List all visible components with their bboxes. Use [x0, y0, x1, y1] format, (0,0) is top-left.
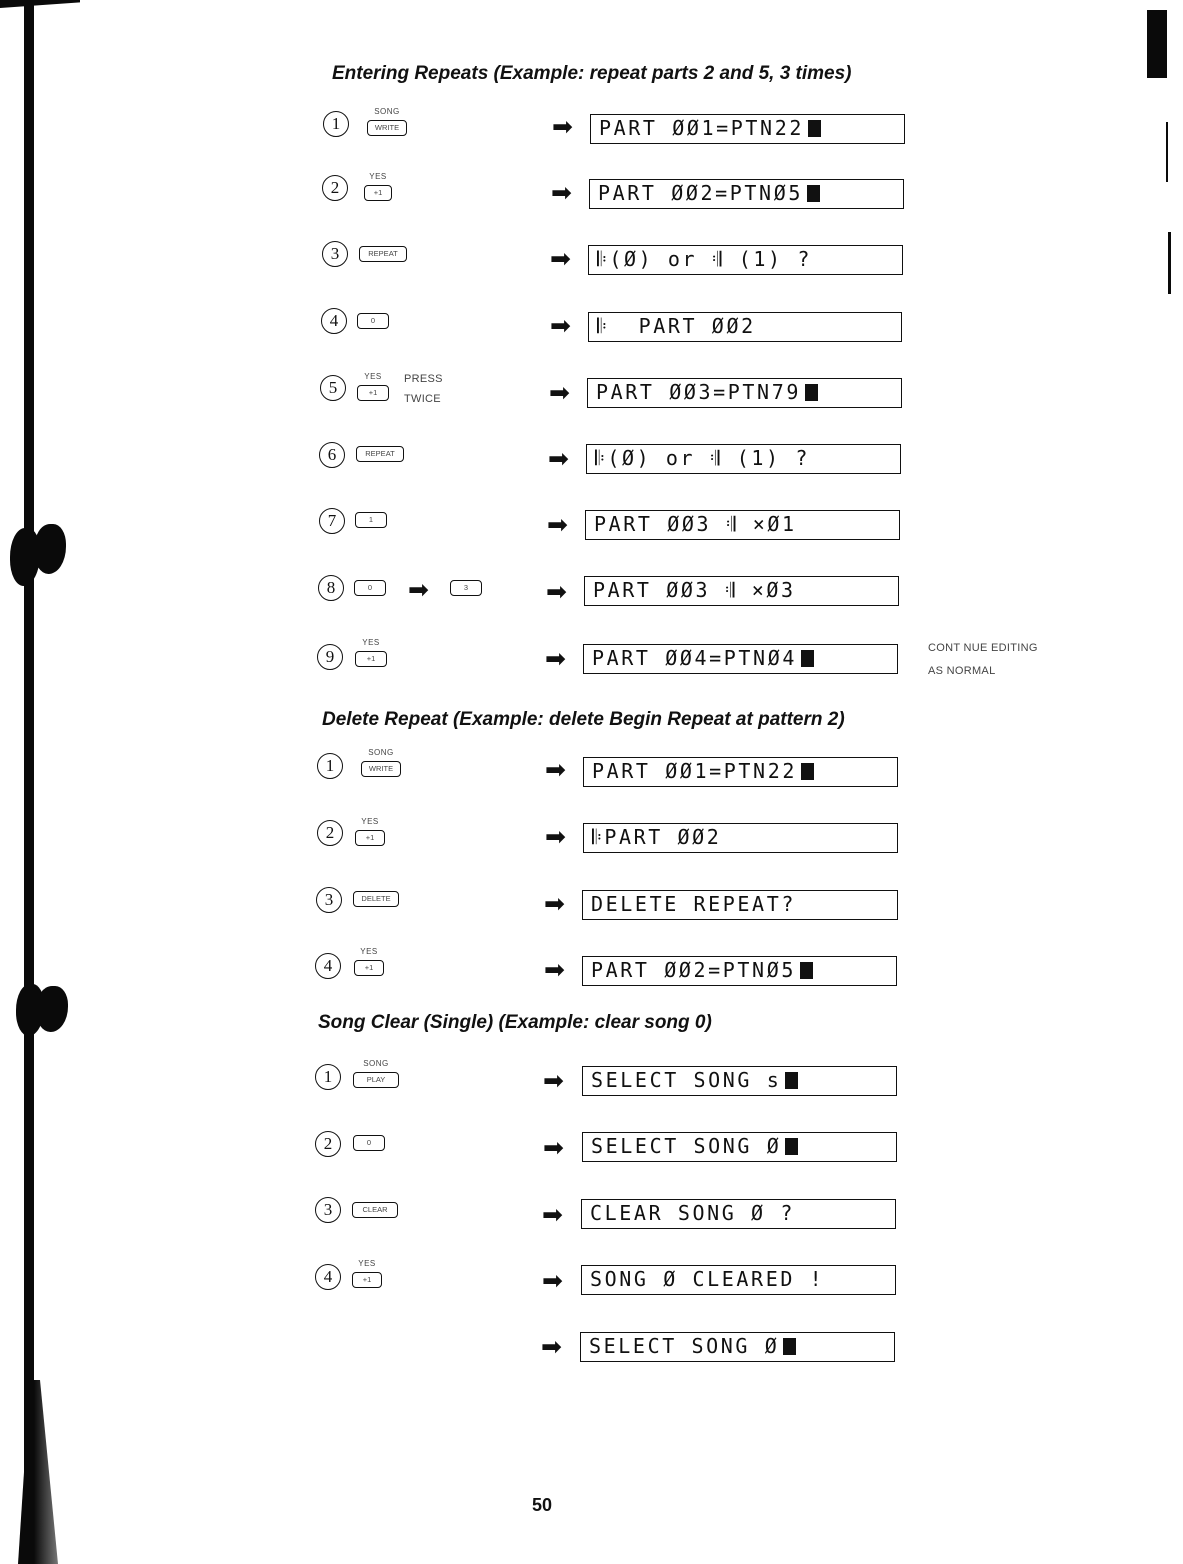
key-cap-label: +1 [352, 1272, 382, 1288]
twice-note: TWICE [404, 393, 441, 405]
step-number: 3 [315, 1197, 341, 1223]
right-arrow-icon: ➡ [408, 575, 429, 604]
lcd-display [587, 378, 902, 408]
key-cap-label: DELETE [353, 891, 399, 907]
cursor-block-icon [783, 1338, 796, 1355]
step-number: 9 [317, 644, 343, 670]
key-top-label: YES [360, 947, 378, 956]
step-number: 1 [315, 1064, 341, 1090]
song-write-key [367, 107, 407, 136]
key-cap-label: +1 [357, 385, 389, 401]
right-arrow-icon: ➡ [546, 577, 567, 606]
press-note: PRESS [404, 373, 443, 385]
right-arrow-icon: ➡ [542, 1266, 563, 1295]
section-title-delete-repeat: Delete Repeat (Example: delete Begin Repeat at pattern 2) [322, 709, 845, 730]
right-arrow-icon: ➡ [550, 244, 571, 273]
lcd-display [583, 757, 898, 787]
key-top-label: YES [364, 372, 382, 381]
lcd-text: PART ØØ1=PTN22 [592, 759, 797, 783]
lcd-display [583, 644, 898, 674]
step-number: 1 [317, 753, 343, 779]
binding-spine [24, 0, 34, 1564]
delete-key [353, 891, 399, 907]
step-number: 4 [315, 953, 341, 979]
yes-plus-one-key [352, 1259, 382, 1288]
lcd-display [582, 1066, 897, 1096]
key-cap-label: CLEAR [352, 1202, 398, 1218]
section-title-song-clear: Song Clear (Single) (Example: clear song 0) [318, 1012, 712, 1033]
lcd-display [589, 179, 904, 209]
three-key [450, 580, 482, 596]
right-arrow-icon: ➡ [544, 955, 565, 984]
cursor-block-icon [785, 1138, 798, 1155]
lcd-text: CLEAR SONG Ø ? [590, 1201, 795, 1225]
as-normal-note: AS NORMAL [928, 665, 996, 677]
lcd-text: SELECT SONG s [591, 1068, 782, 1092]
edge-tab-mark [1147, 10, 1167, 78]
key-cap-label: +1 [355, 651, 387, 667]
key-cap-label: 0 [353, 1135, 385, 1151]
key-top-label: SONG [363, 1059, 389, 1068]
yes-plus-one-key [354, 947, 384, 976]
lcd-display [585, 510, 900, 540]
one-key [355, 512, 387, 528]
key-cap-label: REPEAT [356, 446, 404, 462]
lcd-text: PART ØØ3 𝄇 ×Ø3 [593, 578, 796, 602]
key-cap-label: +1 [364, 185, 392, 201]
lcd-display [588, 312, 902, 342]
step-number: 8 [318, 575, 344, 601]
cursor-block-icon [807, 185, 820, 202]
right-arrow-icon: ➡ [552, 112, 573, 141]
lcd-display [581, 1265, 896, 1295]
zero-key [357, 313, 389, 329]
right-arrow-icon: ➡ [550, 311, 571, 340]
repeat-key [359, 246, 407, 262]
key-cap-label: REPEAT [359, 246, 407, 262]
lcd-text: PART ØØ2=PTNØ5 [591, 958, 796, 982]
lcd-display [580, 1332, 895, 1362]
lcd-text: SELECT SONG Ø [589, 1334, 780, 1358]
right-arrow-icon: ➡ [541, 1332, 562, 1361]
right-arrow-icon: ➡ [548, 444, 569, 473]
key-cap-label: 0 [357, 313, 389, 329]
key-top-label: YES [361, 817, 379, 826]
lcd-display [583, 823, 898, 853]
cursor-block-icon [801, 763, 814, 780]
yes-plus-one-key [355, 817, 385, 846]
lcd-text: 𝄆(Ø) or 𝄇 (1) ? [597, 247, 812, 271]
key-cap-label: 3 [450, 580, 482, 596]
right-arrow-icon: ➡ [551, 178, 572, 207]
yes-plus-one-key [357, 372, 389, 401]
zero-key [353, 1135, 385, 1151]
step-number: 3 [316, 887, 342, 913]
edge-line-mark-2 [1168, 232, 1171, 294]
repeat-key [356, 446, 404, 462]
key-cap-label: 1 [355, 512, 387, 528]
lcd-display [581, 1199, 896, 1229]
lcd-text: SELECT SONG Ø [591, 1134, 782, 1158]
lcd-text: PART ØØ4=PTNØ4 [592, 646, 797, 670]
right-arrow-icon: ➡ [545, 755, 566, 784]
binding-ring-lower-right [36, 986, 68, 1032]
key-top-label: YES [369, 172, 387, 181]
lcd-text: DELETE REPEAT? [591, 892, 796, 916]
step-number: 7 [319, 508, 345, 534]
lcd-display [582, 956, 897, 986]
step-number: 6 [319, 442, 345, 468]
section-title-entering-repeats: Entering Repeats (Example: repeat parts 2 and 5, 3 times) [332, 63, 852, 84]
lcd-text: PART ØØ1=PTN22 [599, 116, 804, 140]
key-cap-label: +1 [354, 960, 384, 976]
right-arrow-icon: ➡ [549, 378, 570, 407]
lcd-display [582, 1132, 897, 1162]
cursor-block-icon [800, 962, 813, 979]
key-cap-label: WRITE [361, 761, 401, 777]
step-number: 3 [322, 241, 348, 267]
key-cap-label: 0 [354, 580, 386, 596]
lcd-display [586, 444, 901, 474]
continue-editing-note: CONT NUE EDITING [928, 642, 1038, 654]
cursor-block-icon [805, 384, 818, 401]
edge-line-mark-1 [1166, 122, 1168, 182]
lcd-text: 𝄆(Ø) or 𝄇 (1) ? [595, 446, 810, 470]
zero-key [354, 580, 386, 596]
cursor-block-icon [785, 1072, 798, 1089]
right-arrow-icon: ➡ [545, 644, 566, 673]
step-number: 2 [317, 820, 343, 846]
step-number: 4 [321, 308, 347, 334]
right-arrow-icon: ➡ [542, 1200, 563, 1229]
cursor-block-icon [801, 650, 814, 667]
right-arrow-icon: ➡ [544, 889, 565, 918]
lcd-display [590, 114, 905, 144]
right-arrow-icon: ➡ [547, 510, 568, 539]
lcd-display [584, 576, 899, 606]
right-arrow-icon: ➡ [543, 1066, 564, 1095]
key-top-label: SONG [374, 107, 400, 116]
key-top-label: SONG [368, 748, 394, 757]
song-play-key [353, 1059, 399, 1088]
lcd-text: PART ØØ2=PTNØ5 [598, 181, 803, 205]
page-number: 50 [532, 1495, 553, 1515]
lcd-text: 𝄆 PART ØØ2 [597, 314, 756, 338]
key-top-label: YES [362, 638, 380, 647]
right-arrow-icon: ➡ [543, 1133, 564, 1162]
step-number: 2 [315, 1131, 341, 1157]
lcd-text: PART ØØ3 𝄇 ×Ø1 [594, 512, 797, 536]
lcd-text: SONG Ø CLEARED ! [590, 1267, 825, 1291]
right-arrow-icon: ➡ [545, 822, 566, 851]
key-cap-label: PLAY [353, 1072, 399, 1088]
key-cap-label: +1 [355, 830, 385, 846]
lcd-text: PART ØØ3=PTN79 [596, 380, 801, 404]
step-number: 2 [322, 175, 348, 201]
binding-ring-upper-right [34, 524, 66, 574]
lcd-display [582, 890, 898, 920]
step-number: 1 [323, 111, 349, 137]
lcd-display [588, 245, 903, 275]
step-number: 4 [315, 1264, 341, 1290]
key-top-label: YES [358, 1259, 376, 1268]
song-write-key [361, 748, 401, 777]
yes-plus-one-key [364, 172, 392, 201]
cursor-block-icon [808, 120, 821, 137]
step-number: 5 [320, 375, 346, 401]
binding-spine-top [0, 0, 80, 8]
clear-key [352, 1202, 398, 1218]
key-cap-label: WRITE [367, 120, 407, 136]
yes-plus-one-key [355, 638, 387, 667]
lcd-text: 𝄆PART ØØ2 [592, 825, 722, 849]
